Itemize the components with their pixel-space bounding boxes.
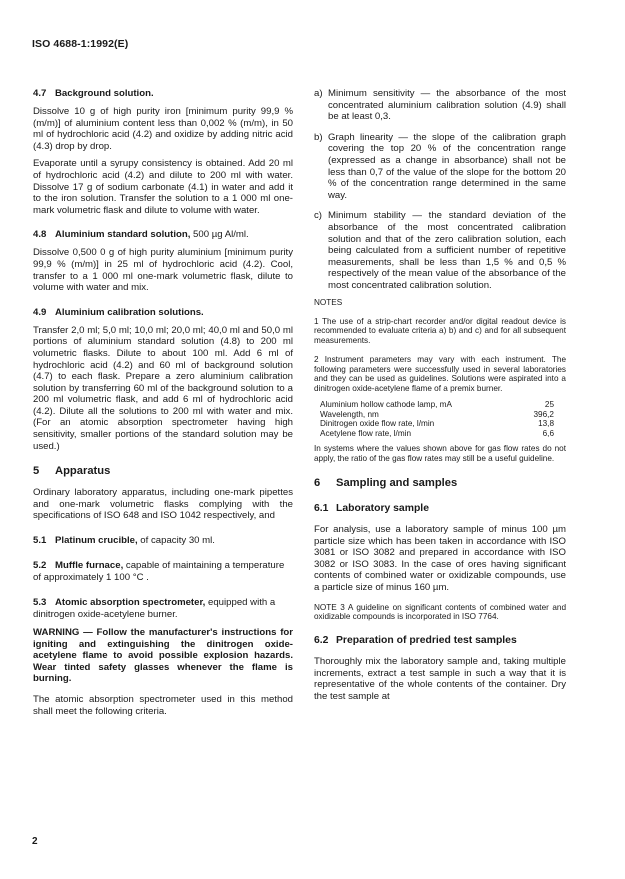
section-5-2-heading: 5.2 Muffle furnace, capable of maintaining a temperature of approximately 1 100 °C .: [33, 560, 285, 584]
note-3: NOTE 3 A guideline on significant contents of combined water and oxidizable compounds is incorporated in ISO 7764.: [314, 602, 566, 622]
section-6-1-heading: 6.1 Laboratory sample: [314, 503, 429, 515]
table-row: Aluminium hollow cathode lamp, mA 25: [320, 400, 554, 410]
left-column: [33, 88, 293, 717]
section-4-7-text: Dissolve 10 g of high purity iron [minimum purity 99,9 % (m/m)] of aluminium content less than 0,002 % (m/m), in 50 ml of hydrochloric acid (4.2) and oxidize by adding nitric acid (4.3) drop by drop.: [33, 106, 293, 152]
table-row: Wavelength, nm 396,2: [320, 409, 554, 419]
section-5-heading: 5 Apparatus: [33, 465, 111, 478]
section-6-2-text: Thoroughly mix the laboratory sample and, taking multiple increments, extract a test sample in such a way that it is representative of the whole contents of the container. Dry the test sample at: [314, 656, 566, 702]
table-row: Dinitrogen oxide flow rate, l/min 13,8: [320, 419, 554, 429]
criterion-b: b) Graph linearity — the slope of the calibration graph covering the top 20 % of the concentration range (expressed as a change in absorbance) shall not be less than 0,7 of the value of the slope for the bottom 20 % of the concentration range determined in the same way.: [314, 131, 566, 201]
section-4-7-heading: 4.7 Background solution.: [33, 88, 154, 99]
page-number: 2: [32, 836, 38, 847]
table-row: Acetylene flow rate, l/min 6,6: [320, 428, 554, 438]
notes-title: NOTES: [314, 297, 343, 307]
warning-text: WARNING — Follow the manufacturer's instructions for igniting and extinguishing the dinitrogen oxide-acetylene flame to avoid possible explosion hazards. Wear tinted safety glasses whenever the flame is burning.: [33, 627, 293, 685]
note-2: 2 Instrument parameters may vary with each instrument. The following parameters were successfully used in several laboratories and they can be used as guidelines. Solutions were aspirated into a dinitrogen oxide-acetylene flame of a premix burner.: [314, 354, 566, 394]
document-header: ISO 4688-1:1992(E): [32, 38, 129, 50]
criteria-intro-text: The atomic absorption spectrometer used in this method shall meet the following criteria.: [33, 694, 293, 717]
section-6-heading: 6 Sampling and samples: [314, 477, 458, 490]
section-4-9-text: Transfer 2,0 ml; 5,0 ml; 10,0 ml; 20,0 ml; 40,0 ml and 50,0 ml portions of aluminium standard solution (4.8) to 200 ml volumetric flasks. Dilute to about 100 ml. Add 6 ml of hydrochloric acid (4.2) and 60 ml of background solution (4.7) to each flask. Prepare a zero aluminium calibration solution by transferring 60 ml of the background solution to a 200 ml volumetric flask, and add 6 ml of hydrochloric acid (4.2). Dilute all the solutions to 200 ml with water and mix. (For an atomic absorption spectrometer having high sensitivity, smaller portions of the standard solution may be used.): [33, 324, 293, 452]
note-2-end: In systems where the values shown above for gas flow rates do not apply, the ratio of the gas flow rates may still be a useful guideline.: [314, 444, 566, 464]
section-5-1-heading: 5.1 Platinum crucible, of capacity 30 ml.: [33, 535, 215, 547]
instrument-parameters-table: [320, 400, 558, 438]
section-5-3-heading: 5.3 Atomic absorption spectrometer, equipped with a dinitrogen oxide-acetylene burner.: [33, 597, 276, 621]
section-6-2-heading: 6.2 Preparation of predried test samples: [314, 635, 517, 647]
section-4-7-text-2: Evaporate until a syrupy consistency is obtained. Add 20 ml of hydrochloric acid (4.2) and dilute to 200 ml with water. Dissolve 17 g of sodium carbonate (4.1) in water and add it to the iron solution. Transfer the solution to a 1 000 ml one-mark volumetric flask and dilute to volume with water.: [33, 158, 293, 216]
section-4-8-heading: 4.8 Aluminium standard solution, 500 µg Al/ml.: [33, 229, 249, 241]
section-5-text: Ordinary laboratory apparatus, including one-mark pipettes and one-mark volumetric flasks complying with the specifications of ISO 648 and ISO 1042 respectively, and: [33, 487, 293, 522]
criterion-a: a) Minimum sensitivity — the absorbance of the most concentrated aluminium calibration solution (4.9) shall be at least 0,3.: [314, 88, 566, 123]
criterion-c: c) Minimum stability — the standard deviation of the absorbance of the most concentrated calibration solution and that of the zero calibration solution, each being calculated from a sufficient number of repetitive measurements, shall be less than 1,5 % and 0,5 % respectively of the mean value of the absorbance of the most concentrated calibration solution.: [314, 210, 566, 291]
section-6-1-text: For analysis, use a laboratory sample of minus 100 µm particle size which has been taken in accordance with ISO 3081 or ISO 3082 and prepared in accordance with ISO 3082 or ISO 3083. In the case of ores having significant contents of combined water or oxidizable compounds, use a particle size of minus 160 µm.: [314, 524, 566, 594]
section-4-9-heading: 4.9 Aluminium calibration solutions.: [33, 306, 204, 318]
right-column: [314, 88, 566, 703]
section-4-8-text: Dissolve 0,500 0 g of high purity aluminium [minimum purity 99,9 % (m/m)] in 25 ml of hydrochloric acid (4.2). Cool, transfer to a 1 000 ml one-mark volumetric flask, dilute to volume with water and mix.: [33, 247, 293, 294]
note-1: 1 The use of a strip-chart recorder and/or digital readout device is recommended to evaluate criteria a) b) and c) and for all subsequent measurements.: [314, 316, 566, 346]
